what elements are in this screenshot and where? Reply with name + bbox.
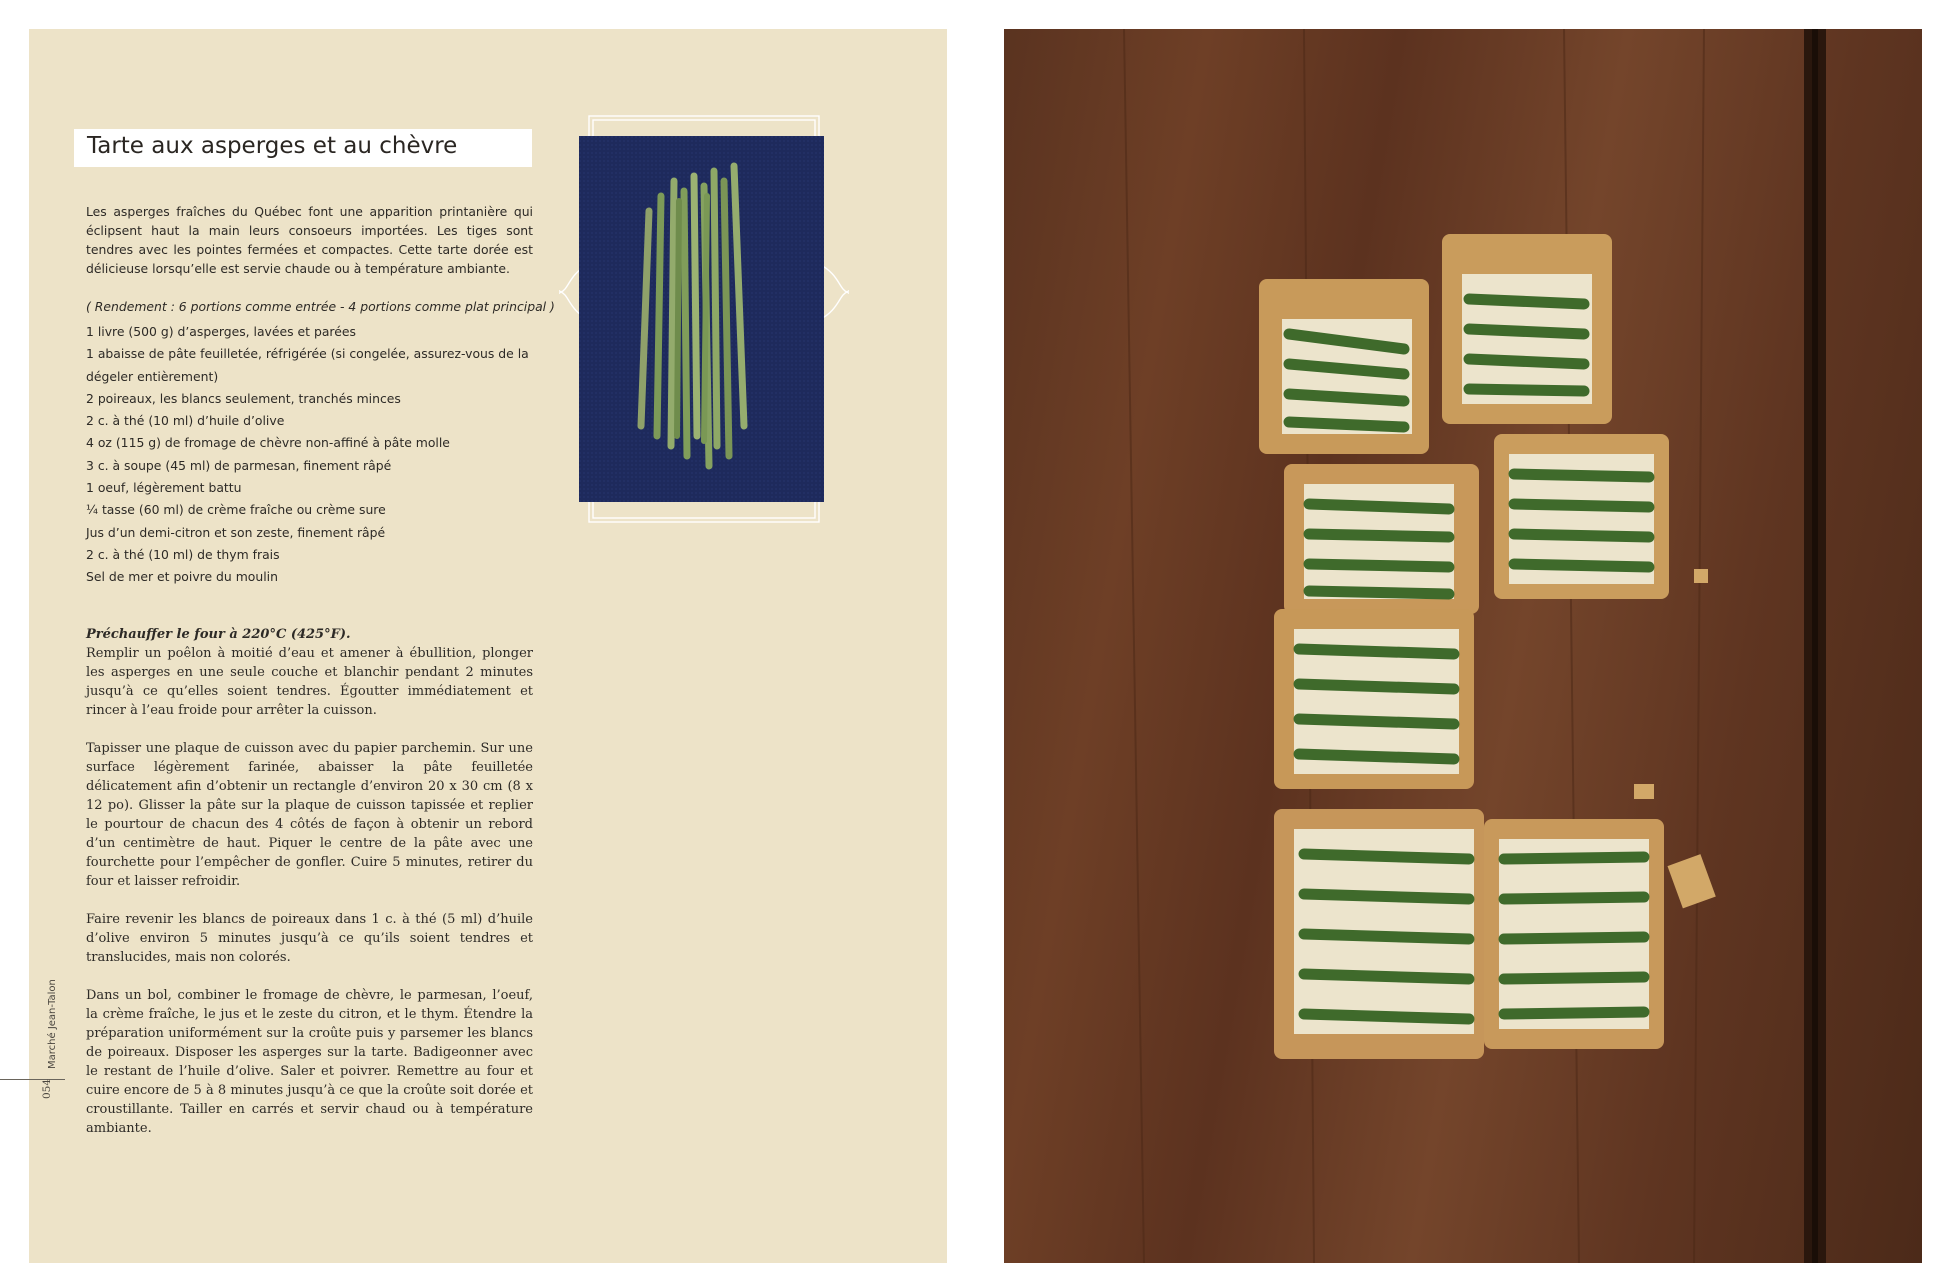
ingredient-item: Sel de mer et poivre du moulin bbox=[86, 569, 278, 585]
ingredient-item: dégeler entièrement) bbox=[86, 368, 219, 384]
section-label: Marché Jean-Talon bbox=[47, 979, 58, 1069]
step-1-title: Préchauffer le four à 220°C (425°F). bbox=[86, 627, 351, 642]
left-page bbox=[29, 29, 947, 1263]
tart-photo bbox=[1004, 29, 1922, 1263]
recipe-yield: ( Rendement : 6 portions comme entrée - 4 portions comme plat principal ) bbox=[86, 299, 555, 314]
recipe-title-box bbox=[74, 129, 532, 167]
step-3: Faire revenir les blancs de poireaux dans 1 c. à thé (5 ml) d’huile d’olive environ 5 minutes jusqu’à ce qu’ils soient tendres et translucides, mais non colorés. bbox=[86, 912, 533, 965]
step-2: Tapisser une plaque de cuisson avec du papier parchemin. Sur une surface légèrement farinée, abaisser la pâte feuilletée délicatement afin d’obtenir un rectangle d’environ 20 x 30 cm (8 x 12 po). Glisser la pâte sur la plaque de cuisson tapissée et replier le pourtour de chacun des 4 côtés de façon à obtenir un rebord d’un centimètre de haut. Piquer le centre de la pâte avec une fourchette pour l’empêcher de gonfler. Cuire 5 minutes, retirer du four et laisser refroidir. bbox=[86, 741, 533, 889]
ingredient-item: Jus d’un demi-citron et son zeste, finement râpé bbox=[86, 524, 386, 540]
page-number: 054 bbox=[41, 1078, 53, 1099]
ingredient-item: 2 poireaux, les blancs seulement, tranchés minces bbox=[86, 390, 401, 406]
ingredient-item: 2 c. à thé (10 ml) de thym frais bbox=[86, 546, 280, 562]
ingredient-list bbox=[86, 321, 533, 589]
ingredient-item: 1 oeuf, légèrement battu bbox=[86, 480, 242, 496]
step-1-body: Remplir un poêlon à moitié d’eau et amener à ébullition, plonger les asperges en une seule couche et blanchir pendant 2 minutes jusqu’à ce qu’elles soient tendres. Égoutter immédiatement et rincer à l’eau froide pour arrêter la cuisson. bbox=[86, 646, 533, 718]
ingredient-item: 1 livre (500 g) d’asperges, lavées et parées bbox=[86, 324, 356, 339]
step-1 bbox=[86, 625, 533, 720]
asparagus-photo bbox=[579, 136, 824, 502]
ingredient-item: 1 abaisse de pâte feuilletée, réfrigérée (si congelée, assurez-vous de la bbox=[86, 346, 529, 362]
step-4: Dans un bol, combiner le fromage de chèvre, le parmesan, l’oeuf, la crème fraîche, le jus et le zeste du citron, et le thym. Étendre la préparation uniformément sur la croûte puis y parsemer les blancs de poireaux. Disposer les asperges sur la tarte. Badigeonner avec le restant de l’huile d’olive. Saler et poivrer. Remettre au four et cuire encore de 5 à 8 minutes jusqu’à ce que la croûte soit dorée et croustillante. Tailler en carrés et servir chaud ou à température ambiante. bbox=[86, 988, 533, 1136]
recipe-steps bbox=[86, 625, 533, 1157]
asparagus-tart-image bbox=[1004, 29, 1922, 1263]
asparagus-bunch-image bbox=[579, 136, 824, 502]
ingredient-item: ¼ tasse (60 ml) de crème fraîche ou crème sure bbox=[86, 502, 386, 518]
recipe-intro: Les asperges fraîches du Québec font une apparition printanière qui éclipsent haut la main leurs consoeurs importées. Les tiges sont tendres avec les pointes fermées et compactes. Cette tarte dorée est délicieuse lorsqu’elle est servie chaude ou à température ambiante. bbox=[86, 204, 533, 276]
ingredient-item: 4 oz (115 g) de fromage de chèvre non-affiné à pâte molle bbox=[86, 435, 450, 451]
ingredient-item: 3 c. à soupe (45 ml) de parmesan, finement râpé bbox=[86, 457, 392, 473]
side-rule bbox=[0, 1079, 65, 1080]
recipe-title: Tarte aux asperges et au chèvre bbox=[87, 133, 458, 159]
ingredient-item: 2 c. à thé (10 ml) d’huile d’olive bbox=[86, 413, 285, 429]
